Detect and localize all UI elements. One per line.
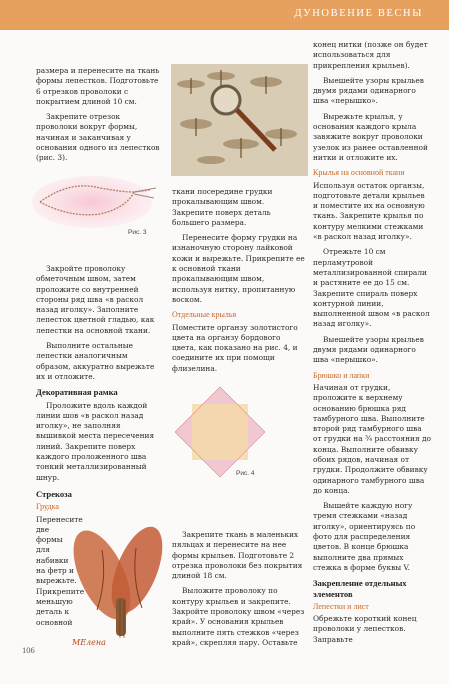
paragraph: конец нитки (позже он будет использоваться для прикрепления крыльев). (313, 40, 428, 70)
section-heading-frame: Декоративная рамка (36, 387, 118, 398)
paragraph: Выешейте узоры крыльев двумя рядами одинарного шва «перышко». (313, 75, 424, 106)
signature-watermark: МЕлена (72, 638, 106, 647)
figure-3-petal (30, 168, 165, 230)
column-middle (172, 187, 305, 379)
paragraph: Проложите вдоль каждой линии шов «в раскол назад иголку», не заполняя вышивкой места пересечения линий. Закрепите поверх каждого проложенного шва тонкий металлизированный шнур. (36, 400, 155, 482)
paragraph: ткани посередине грудки прокалывающим швом. Закрепите поверх деталь большего размера. (172, 187, 273, 227)
subheading-petals: Лепестки и лист (313, 601, 369, 611)
paragraph: Вышейте каждую ногу тремя стежками «назад иголку», ориентируясь по фото для распределения цветов. В конце брюшка выполните два прямых стежка в форме буквы V. (313, 501, 416, 572)
paragraph: Выполните остальные лепестки аналогичным образом, аккуратно вырежьте их и отложите. (36, 341, 155, 381)
dragonfly-photo (72, 520, 172, 640)
paragraph: размера и перенесите на ткань формы лепестков. Подготовьте 6 отрезков проволоки с покрытием длиной 10 см. (36, 66, 160, 106)
paragraph: Закройте проволоку обметочным швом, затем проложите со внутренней стороны ряд шва «в раскол назад иголку». Заполните лепесток цветной гладью, как лепестки на основной ткани. (36, 264, 155, 335)
paragraph: Вырежьте крылья, у основания каждого крыла завяжите вокруг проволоки узелок из ранее оставленной нитки и отложите их. (313, 111, 428, 162)
dragonfly-collection-photo (171, 64, 308, 176)
figure-3-label: Рис. 3 (128, 229, 147, 236)
column-middle-lower (172, 530, 305, 653)
subheading-belly: Брюшко и лапки (313, 370, 370, 380)
paragraph: Обрежьте короткий конец проволоки у лепестков. Заправьте (313, 614, 417, 644)
paragraph: Используя остаток органзы, подготовьте детали крыльев и поместите их на основную ткань. Закрепите крылья по контуру мелкими стежками «в раскол назад иголку». (313, 180, 425, 242)
paragraph: Перенесите две формы для набивки на фетр и вырежьте. Прикрепите меньшую деталь к основной (36, 514, 85, 627)
paragraph: Поместите органзу золотистого цвета на органзу бордового цвета, как показано на рис. 4, и соедините их при помощи флизелина. (172, 322, 298, 373)
section-heading-dragonfly: Стрекоза (36, 488, 72, 499)
figure-4-organza (170, 382, 270, 482)
subheading-wings: Отдельные крылья (172, 310, 237, 320)
paragraph: Начиная от грудки, проложите к верхнему основанию брюшка ряд тамбурного шва. Выполните второй ряд тамбурного шва от грудки на ¾ расстояния до конца. Выполните обвивку обоих рядов, начиная от грудки. Продолжите обвивку одинарного тамбурного шва до конца. (313, 382, 431, 495)
subheading-body: Грудка (36, 502, 59, 512)
page-header-band (0, 0, 449, 30)
paragraph: Закрепите отрезок проволоки вокруг формы, начиная и заканчивая у основания одного из лепестков (рис. 3). (36, 112, 160, 163)
paragraph: Выложите проволоку по контуру крыльев и закрепите. Закройте проволоку швом «через край». У основания крыльев выполните пять стежков «через край», скрепляя пару. Оставьте (172, 586, 305, 647)
column-left (36, 66, 161, 169)
paragraph: Перенесите форму грудки на изнаночную сторону лайковой кожи и вырежьте. Прикрепите ее к основной ткани прокалывающим швом, используя нитку, пропитанную воском. (172, 233, 305, 304)
figure-4-label: Рис. 4 (236, 470, 255, 477)
running-header-title: ДУНОВЕНИЕ ВЕСНЫ (294, 8, 423, 19)
paragraph: Закрепите ткань в маленьких пяльцах и перенесите на нее формы крыльев. Подготовьте 2 отрезка проволоки без покрытия длиной 18 см. (172, 530, 303, 581)
paragraph: Отрежьте 10 см перламутровой металлизированной спирали и растяните ее до 15 см. Закрепите спираль поверх контурной линии, выполненной швом «в раскол назад иголку». (313, 247, 430, 329)
page-number: 106 (22, 645, 35, 655)
paragraph: Выешейте узоры крыльев двумя рядами одинарного шва «перышко». (313, 334, 424, 365)
column-right (313, 40, 431, 650)
section-heading-fix: Закрепление отдельных элементов (313, 578, 407, 599)
subheading-wings-main: Крылья на основной ткани (313, 168, 405, 178)
